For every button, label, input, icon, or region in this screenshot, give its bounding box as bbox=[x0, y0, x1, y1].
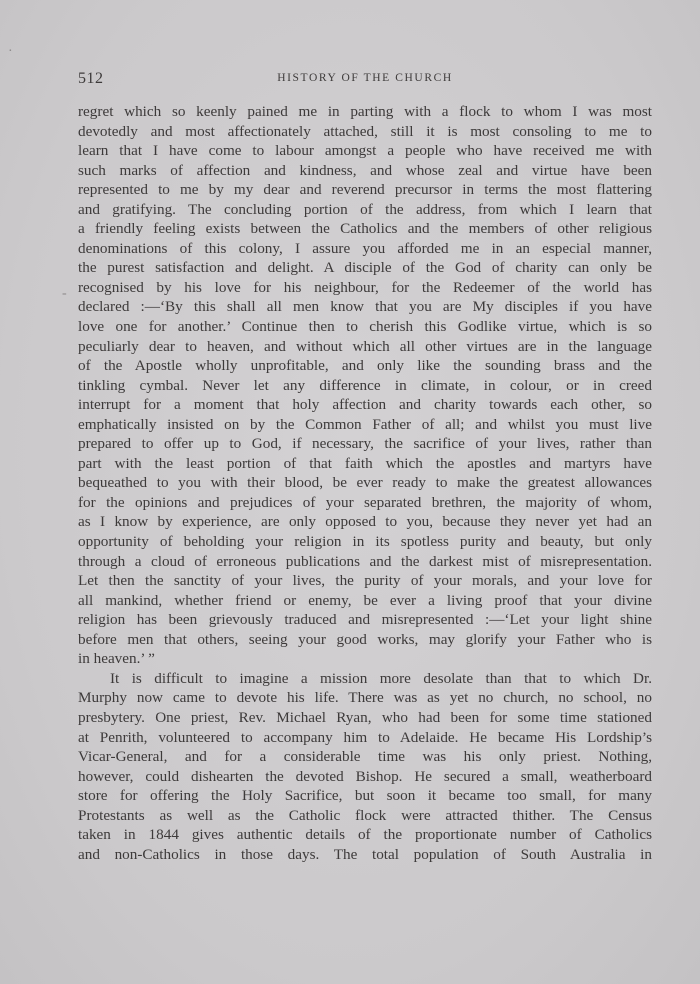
text-line: Let then the sanctity of your lives, the purity of your morals, and your love for bbox=[78, 572, 652, 590]
text-line: peculiarly dear to heaven, and without which all other virtues are in the language bbox=[78, 337, 652, 355]
text-line: for the opinions and prejudices of your separated brethren, the majority of whom, bbox=[78, 493, 652, 511]
running-head: HISTORY OF THE CHURCH bbox=[277, 72, 453, 84]
text-line: devotedly and most affectionately attached, still it is most consoling to me to bbox=[78, 122, 652, 140]
text-line: store for offering the Holy Sacrifice, but soon it became too small, for many bbox=[78, 787, 652, 805]
margin-mark: - bbox=[62, 286, 67, 301]
text-line: declared :—‘By this shall all men know that you are My disciples if you have bbox=[78, 298, 652, 316]
page-number: 512 bbox=[78, 70, 104, 87]
text-line: emphatically insisted on by the Common Father of all; and whilst you must live bbox=[78, 415, 652, 433]
text-line: Protestants as well as the Catholic flock were attracted thither. The Census bbox=[78, 806, 652, 824]
text-line: presbytery. One priest, Rev. Michael Ryan, who had been for some time stationed bbox=[78, 708, 652, 726]
text-line: regret which so keenly pained me in parting with a flock to whom I was most bbox=[78, 103, 652, 120]
text-line: at Penrith, volunteered to accompany him to Adelaide. He became His Lordship’s bbox=[78, 728, 652, 746]
text-line: all mankind, whether friend or enemy, be ever a living proof that your divine bbox=[78, 591, 652, 609]
text-line: before men that others, seeing your good works, may glorify your Father who is bbox=[78, 630, 652, 648]
text-line: interrupt for a moment that holy affection and charity towards each other, so bbox=[78, 396, 652, 414]
text-line: taken in 1844 gives authentic details of the proportionate number of Catholics bbox=[78, 826, 652, 844]
text-line: as I know by experience, are only opposed to you, because they never yet had an bbox=[78, 513, 652, 531]
text-line: and gratifying. The concluding portion of the address, from which I learn that bbox=[78, 200, 652, 218]
text-line: Vicar-General, and for a considerable time was his only priest. Nothing, bbox=[78, 748, 652, 766]
text-line: love one for another.’ Continue then to cherish this Godlike virtue, which is so bbox=[78, 318, 652, 336]
text-line: recognised by his love for his neighbour, for the Redeemer of the world has bbox=[78, 278, 652, 296]
page-header bbox=[78, 70, 652, 90]
text-line: opportunity of beholding your religion in its spotless purity and beauty, but only bbox=[78, 533, 652, 551]
text-line: through a cloud of erroneous publications and the darkest mist of misrepresentation. bbox=[78, 552, 652, 570]
text-line: bequeathed to you with their blood, be ever ready to make the greatest allowances bbox=[78, 474, 652, 492]
text-line-paragraph-end: in heaven.’ ” bbox=[78, 650, 155, 668]
text-line: of the Apostle wholly unprofitable, and only like the sounding brass and the bbox=[78, 357, 652, 375]
text-line: represented to me by my dear and reverend precursor in terms the most flattering bbox=[78, 181, 652, 199]
text-line: a friendly feeling exists between the Catholics and the members of other religious bbox=[78, 220, 652, 238]
text-line: religion has been grievously traduced and misrepresented :—‘Let your light shine bbox=[78, 611, 652, 629]
text-line: prepared to offer up to God, if necessary, the sacrifice of your lives, rather than bbox=[78, 435, 652, 453]
body-text bbox=[78, 102, 652, 864]
margin-speck: · bbox=[8, 44, 13, 59]
text-line: denominations of this colony, I assure you afforded me in an especial manner, bbox=[78, 239, 652, 257]
text-line: however, could dishearten the devoted Bishop. He secured a small, weatherboard bbox=[78, 767, 652, 785]
text-line: such marks of affection and kindness, and whose zeal and virtue have been bbox=[78, 161, 652, 179]
text-line: Murphy now came to devote his life. There was as yet no church, no school, no bbox=[78, 689, 652, 707]
text-line: part with the least portion of that faith which the apostles and martyrs have bbox=[78, 454, 652, 472]
text-line: learn that I have come to labour amongst a people who have received me with bbox=[78, 142, 652, 160]
text-line-paragraph-start: It is difficult to imagine a mission more desolate than that to which Dr. bbox=[110, 669, 652, 687]
text-line: tinkling cymbal. Never let any difference in climate, in colour, or in creed bbox=[78, 376, 652, 394]
text-line: the purest satisfaction and delight. A disciple of the God of charity can only be bbox=[78, 259, 652, 277]
text-line: and non-Catholics in those days. The total population of South Australia in bbox=[78, 845, 652, 863]
